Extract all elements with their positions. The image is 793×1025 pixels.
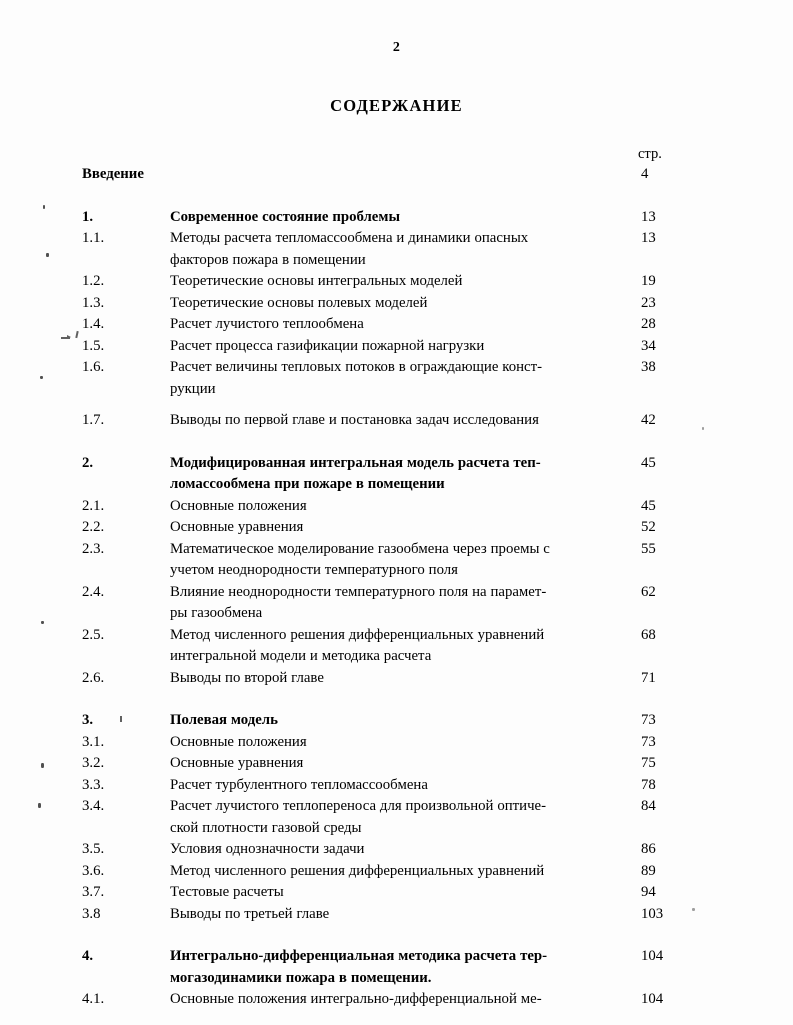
toc-row[interactable] [0, 379, 793, 401]
toc-row[interactable] [0, 818, 793, 840]
toc-entry-number: 2.6. [82, 669, 105, 686]
toc-row[interactable] [0, 357, 793, 379]
toc-entry-title: Основные положения [170, 497, 307, 514]
page-title: СОДЕРЖАНИЕ [330, 96, 463, 116]
toc-entry-number: 3.1. [82, 733, 105, 750]
toc-entry-page-number: 104 [641, 991, 664, 1007]
toc-entry-page-number: 34 [641, 337, 656, 354]
toc-row[interactable] [0, 539, 793, 561]
toc-row[interactable] [0, 625, 793, 647]
toc-entry-page-number: 13 [641, 230, 656, 246]
toc-entry-title: ры газообмена [170, 605, 263, 621]
toc-row[interactable] [0, 646, 793, 668]
toc-row-introduction[interactable] [0, 164, 793, 186]
toc-entry-number: 3.8 [82, 905, 101, 922]
toc-entry-number: 1.2. [82, 273, 105, 289]
toc-row[interactable] [0, 753, 793, 775]
toc-row[interactable] [0, 904, 793, 926]
toc-row[interactable] [0, 582, 793, 604]
toc-entry-number: Введение [82, 166, 144, 182]
toc-entry-title: факторов пожара в помещении [170, 251, 366, 268]
toc-entry-title: Метод численного решения дифференциальных уравнений [170, 626, 545, 643]
toc-entry-page-number: 52 [641, 519, 656, 535]
toc-entry-page-number: 86 [641, 841, 656, 857]
toc-entry-number: 1.3. [82, 294, 105, 311]
toc-row[interactable] [0, 496, 793, 518]
toc-entry-title: учетом неоднородности температурного поля [170, 562, 458, 578]
section-spacer [0, 689, 793, 710]
toc-entry-page-number: 94 [641, 884, 656, 900]
toc-entry-number: 3.2. [82, 755, 105, 771]
scan-arrow-mark [61, 337, 70, 339]
toc-entry-number: 3.3. [82, 776, 105, 793]
toc-row[interactable] [0, 410, 793, 432]
toc-entry-title: Влияние неоднородности температурного поля на парамет- [170, 583, 547, 600]
toc-row[interactable] [0, 603, 793, 625]
toc-row[interactable] [0, 668, 793, 690]
toc-row[interactable] [0, 228, 793, 250]
toc-row[interactable] [0, 560, 793, 582]
toc-entry-page-number: 28 [641, 316, 656, 332]
toc-entry-title: Выводы по первой главе и постановка задач исследования [170, 412, 539, 428]
toc-entry-page-number: 4 [641, 166, 649, 182]
toc-entry-title: Теоретические основы полевых моделей [170, 294, 428, 311]
table-of-contents [0, 164, 793, 1011]
pages-column-caption: стр. [638, 146, 662, 162]
toc-entry-title: Выводы по второй главе [170, 669, 324, 686]
toc-entry-number: 1.4. [82, 316, 105, 332]
toc-entry-page-number: 84 [641, 798, 656, 814]
toc-entry-number: 2.1. [82, 497, 105, 514]
toc-entry-number: 3.7. [82, 884, 105, 900]
page-folio-number: 2 [392, 40, 401, 55]
toc-entry-number: 1. [82, 208, 94, 225]
toc-entry-title: Математическое моделирование газообмена через проемы с [170, 540, 550, 557]
toc-entry-page-number: 45 [641, 454, 656, 471]
toc-row[interactable] [0, 207, 793, 229]
toc-entry-page-number: 62 [641, 583, 656, 600]
toc-entry-title: Интегрально-дифференциальная методика расчета тер- [170, 948, 548, 964]
toc-entry-number: 2.4. [82, 583, 105, 600]
toc-entry-title: Модифицированная интегральная модель расчета теп- [170, 454, 541, 471]
toc-row[interactable] [0, 968, 793, 990]
toc-entry-title: Основные положения интегрально-дифференциальной ме- [170, 991, 542, 1007]
toc-entry-title: Расчет лучистого теплопереноса для произвольной оптиче- [170, 798, 547, 814]
toc-entry-page-number: 42 [641, 412, 656, 428]
toc-row[interactable] [0, 796, 793, 818]
toc-entry-number: 2.3. [82, 540, 105, 557]
toc-row[interactable] [0, 839, 793, 861]
toc-entry-page-number: 55 [641, 540, 656, 557]
toc-entry-title: интегральной модели и методика расчета [170, 648, 432, 664]
section-spacer [0, 432, 793, 453]
section-spacer [0, 186, 793, 207]
toc-entry-title: ломассообмена при пожаре в помещении [170, 476, 445, 492]
toc-row[interactable] [0, 250, 793, 272]
toc-entry-number: 2.5. [82, 626, 105, 643]
toc-entry-title: рукции [170, 380, 216, 397]
toc-entry-number: 1.5. [82, 337, 105, 354]
toc-entry-title: Методы расчета тепломассообмена и динамики опасных [170, 230, 529, 246]
toc-entry-page-number: 19 [641, 273, 656, 289]
toc-row[interactable] [0, 453, 793, 475]
toc-entry-page-number: 73 [641, 733, 656, 750]
toc-row[interactable] [0, 517, 793, 539]
toc-row[interactable] [0, 271, 793, 293]
scan-tick-mark [120, 716, 122, 722]
toc-row[interactable] [0, 293, 793, 315]
toc-row[interactable] [0, 732, 793, 754]
toc-entry-title: Расчет процесса газификации пожарной нагрузки [170, 337, 485, 354]
toc-entry-page-number: 103 [641, 905, 664, 922]
toc-entry-page-number: 75 [641, 755, 656, 771]
toc-entry-title: Основные уравнения [170, 755, 304, 771]
toc-row[interactable] [0, 989, 793, 1011]
toc-entry-number: 2. [82, 454, 94, 471]
toc-entry-page-number: 45 [641, 497, 656, 514]
toc-entry-title: могазодинамики пожара в помещении. [170, 969, 432, 986]
toc-entry-number: 2.2. [82, 519, 105, 535]
toc-entry-title: Расчет величины тепловых потоков в ограждающие конст- [170, 359, 542, 375]
toc-entry-title: Выводы по третьей главе [170, 905, 330, 922]
toc-entry-number: 3.6. [82, 862, 105, 879]
toc-row[interactable] [0, 882, 793, 904]
toc-entry-page-number: 73 [641, 712, 656, 728]
toc-entry-page-number: 38 [641, 359, 656, 375]
toc-entry-number: 4. [82, 948, 94, 964]
toc-entry-number: 3.4. [82, 798, 105, 814]
section-spacer [0, 925, 793, 946]
toc-entry-page-number: 89 [641, 862, 656, 879]
toc-entry-title: Современное состояние проблемы [170, 208, 400, 225]
toc-row[interactable] [0, 474, 793, 496]
toc-entry-page-number: 78 [641, 776, 656, 793]
toc-entry-number: 3.5. [82, 841, 105, 857]
toc-entry-page-number: 104 [641, 948, 664, 964]
toc-entry-title: Полевая модель [170, 712, 278, 728]
toc-row[interactable] [0, 775, 793, 797]
toc-entry-title: Расчет турбулентного тепломассообмена [170, 776, 428, 793]
toc-entry-title: Основные уравнения [170, 519, 304, 535]
toc-entry-page-number: 71 [641, 669, 656, 686]
section-spacer [0, 400, 793, 410]
toc-entry-number: 4.1. [82, 991, 105, 1007]
toc-row[interactable] [0, 946, 793, 968]
toc-entry-page-number: 23 [641, 294, 656, 311]
toc-entry-title: Условия однозначности задачи [170, 841, 365, 857]
toc-entry-title: Метод численного решения дифференциальных уравнений [170, 862, 545, 879]
toc-entry-number: 3. [82, 712, 94, 728]
toc-entry-page-number: 68 [641, 626, 656, 643]
toc-row[interactable] [0, 336, 793, 358]
toc-entry-title: Тестовые расчеты [170, 884, 284, 900]
toc-row[interactable] [0, 314, 793, 336]
toc-entry-title: Теоретические основы интегральных моделей [170, 273, 463, 289]
toc-entry-title: Расчет лучистого теплообмена [170, 316, 364, 332]
toc-row[interactable] [0, 710, 793, 732]
toc-entry-number: 1.7. [82, 412, 105, 428]
toc-entry-number: 1.1. [82, 230, 105, 246]
toc-entry-number: 1.6. [82, 359, 105, 375]
toc-entry-title: Основные положения [170, 733, 307, 750]
toc-entry-page-number: 13 [641, 208, 656, 225]
toc-row[interactable] [0, 861, 793, 883]
toc-entry-title: ской плотности газовой среды [170, 819, 362, 836]
